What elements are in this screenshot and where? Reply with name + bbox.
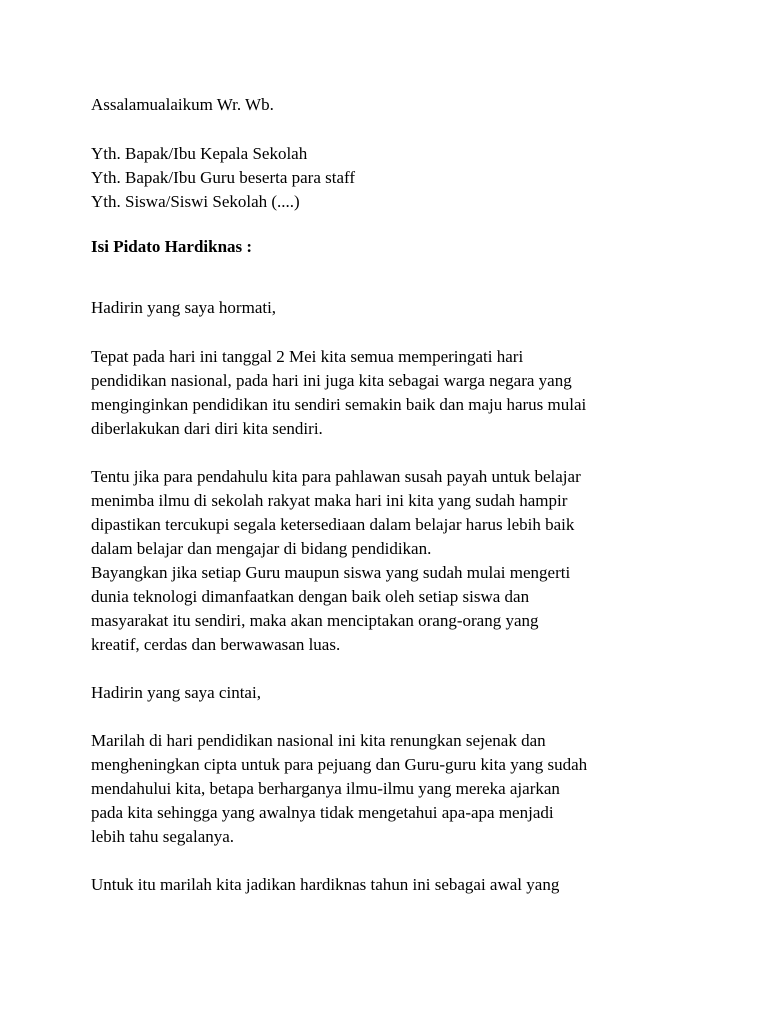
paragraph-line: masyarakat itu sendiri, maka akan menciptakan orang-orang yang [91, 611, 539, 630]
paragraph-line: Untuk itu marilah kita jadikan hardiknas tahun ini sebagai awal yang [91, 875, 560, 894]
paragraph-line: Tentu jika para pendahulu kita para pahlawan susah payah untuk belajar [91, 467, 581, 486]
paragraph-line: dalam belajar dan mengajar di bidang pendidikan. [91, 539, 432, 558]
salutation: Hadirin yang saya hormati, [91, 298, 277, 317]
addressee-line: Yth. Bapak/Ibu Kepala Sekolah [91, 144, 308, 163]
paragraph-line: pada kita sehingga yang awalnya tidak mengetahui apa-apa menjadi [91, 803, 554, 822]
paragraph-line: kreatif, cerdas dan berwawasan luas. [91, 635, 341, 654]
paragraph-line: lebih tahu segalanya. [91, 827, 235, 846]
paragraph-line: pendidikan nasional, pada hari ini juga kita sebagai warga negara yang [91, 371, 572, 390]
addressee-line: Yth. Bapak/Ibu Guru beserta para staff [91, 168, 356, 187]
paragraph-line: dunia teknologi dimanfaatkan dengan baik oleh setiap siswa dan [91, 587, 530, 606]
paragraph-line: mengheningkan cipta untuk para pejuang dan Guru-guru kita yang sudah [91, 755, 588, 774]
addressee-line: Yth. Siswa/Siswi Sekolah (....) [91, 192, 300, 211]
paragraph-line: diberlakukan dari diri kita sendiri. [91, 419, 323, 438]
paragraph-line: Bayangkan jika setiap Guru maupun siswa yang sudah mulai mengerti [91, 563, 571, 582]
greeting: Assalamualaikum Wr. Wb. [91, 95, 274, 114]
paragraph-line: Tepat pada hari ini tanggal 2 Mei kita semua memperingati hari [91, 347, 524, 366]
paragraph-line: dipastikan tercukupi segala ketersediaan dalam belajar harus lebih baik [91, 515, 575, 534]
section-heading: Isi Pidato Hardiknas : [91, 237, 253, 256]
salutation: Hadirin yang saya cintai, [91, 683, 261, 702]
paragraph-line: menimba ilmu di sekolah rakyat maka hari ini kita yang sudah hampir [91, 491, 568, 510]
paragraph-line: Marilah di hari pendidikan nasional ini kita renungkan sejenak dan [91, 731, 546, 750]
paragraph-line: mendahului kita, betapa berharganya ilmu-ilmu yang mereka ajarkan [91, 779, 560, 798]
paragraph-line: menginginkan pendidikan itu sendiri semakin baik dan maju harus mulai [91, 395, 587, 414]
